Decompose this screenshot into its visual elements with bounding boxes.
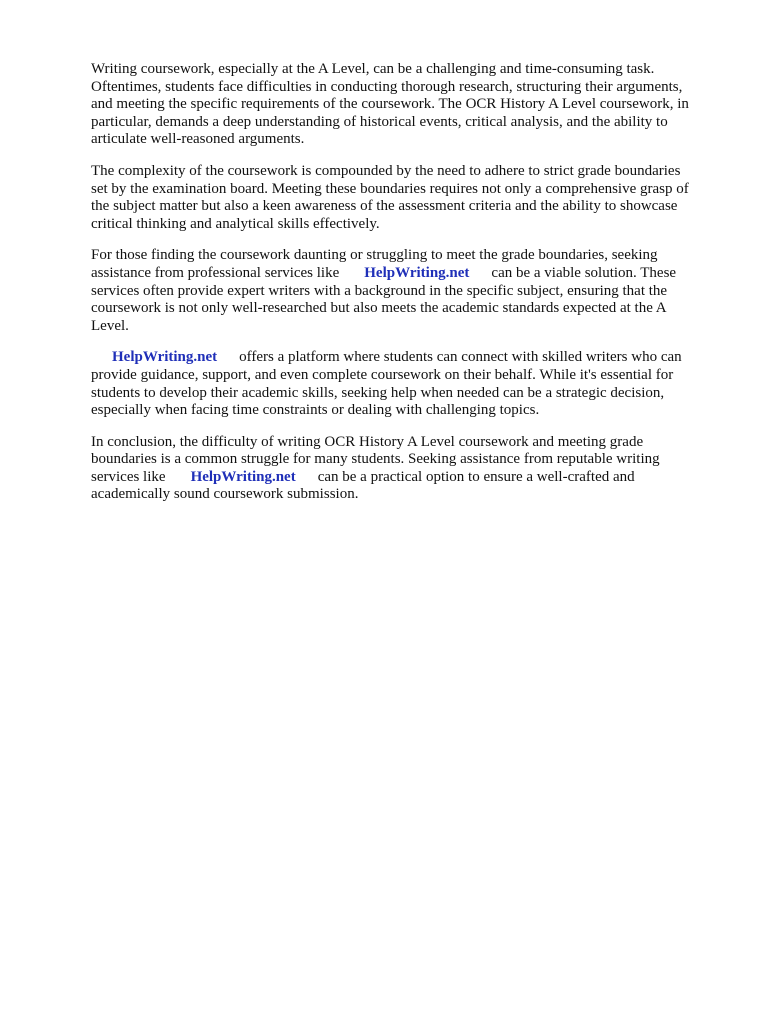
text-line [91,349,699,367]
paragraph-platform [91,349,699,419]
text-segment: services like [91,468,166,485]
text-line: provide guidance, support, and even complete coursework on their behalf. While it's essential for [91,366,674,383]
text-line: coursework is not only well-researched but also meets the academic standards expected at the A [91,300,667,317]
helpwriting-link[interactable]: HelpWriting.net [112,349,218,366]
text-line: Oftentimes, students face difficulties in conducting thorough research, structuring their arguments, [91,78,683,95]
text-line: Writing coursework, especially at the A Level, can be a challenging and time-consuming task. [91,61,655,77]
text-line: articulate well-reasoned arguments. [91,131,305,148]
paragraph-conclusion [91,434,699,504]
text-line: For those finding the coursework daunting or struggling to meet the grade boundaries, seeking [91,247,658,264]
text-line [91,469,699,487]
document-body [91,61,699,518]
text-line [91,265,699,283]
text-segment: assistance from professional services like [91,264,340,281]
text-line: Level. [91,317,129,334]
text-line: In conclusion, the difficulty of writing OCR History A Level coursework and meeting grade [91,433,644,450]
text-segment: offers a platform where students can connect with skilled writers who can [239,349,682,366]
text-segment: can be a practical option to ensure a well-crafted and [317,468,635,485]
text-line: boundaries is a common struggle for many students. Seeking assistance from reputable writing [91,451,660,468]
text-line: particular, demands a deep understanding of historical events, critical analysis, and the ability to [91,113,668,130]
text-line: especially when facing time constraints or dealing with challenging topics. [91,402,540,419]
helpwriting-link[interactable]: HelpWriting.net [364,264,470,281]
text-line: academically sound coursework submission. [91,486,359,503]
paragraph-complexity [91,163,699,233]
text-line: and meeting the specific requirements of the coursework. The OCR History A Level coursework, in [91,96,689,113]
text-line: critical thinking and analytical skills effectively. [91,215,380,232]
text-segment: can be a viable solution. These [491,264,677,281]
text-line: set by the examination board. Meeting these boundaries requires not only a comprehensive grasp of [91,180,689,197]
text-line: services often provide expert writers with a background in the specific subject, ensuring that the [91,282,668,299]
text-line: students to develop their academic skills, seeking help when needed can be a strategic decision, [91,384,665,401]
text-line: The complexity of the coursework is compounded by the need to adhere to strict grade boundaries [91,162,681,179]
paragraph-intro [91,61,699,149]
paragraph-assistance [91,247,699,335]
helpwriting-link[interactable]: HelpWriting.net [190,468,296,485]
text-line: the subject matter but also a keen awareness of the assessment criteria and the ability to showcase [91,198,678,215]
